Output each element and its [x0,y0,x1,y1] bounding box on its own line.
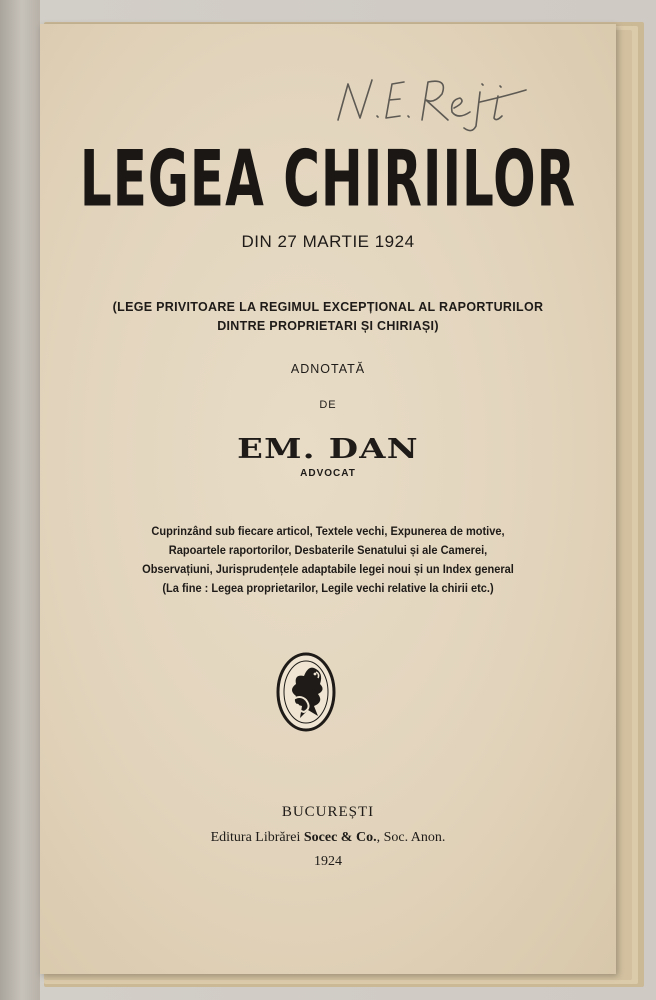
law-description [40,298,616,336]
title-page [40,24,616,974]
book-spine [0,0,40,1000]
law-description-line: DINTRE PROPRIETARI ȘI CHIRIAȘI) [217,319,439,333]
contents-line: Rapoartele raportorilor, Desbaterile Senatului și ale Camerei, [168,543,488,557]
publisher-name: Socec & Co. [303,830,377,845]
author-name: EM. DAN [237,434,419,465]
contents-line: Observațiuni, Jurisprudențele adaptabile legei noui și un Index general [142,562,514,576]
law-date: DIN 27 MARTIE 1924 [241,232,415,251]
publisher-emblem-icon [274,650,338,734]
publisher-suffix: , Soc. Anon. [376,830,446,845]
imprint-publisher [40,830,616,846]
by-label: DE [319,399,337,411]
contents-line: (La fine : Legea proprietarilor, Legile vechi relative la chirii etc.) [162,581,494,595]
contents-description [63,522,593,598]
imprint-city: BUCUREȘTI [281,804,375,820]
law-description-line: (LEGE PRIVITOARE LA REGIMUL EXCEPȚIONAL AL RAPORTURILOR [112,300,544,314]
annotated-label: ADNOTATĂ [290,362,366,376]
contents-line: Cuprinzând sub fiecare articol, Textele vechi, Expunerea de motive, [151,524,505,538]
publisher-prefix: Editura Librărei [210,830,304,845]
handwritten-signature [330,62,530,132]
author-role: ADVOCAT [300,468,356,479]
imprint-year: 1924 [314,854,342,869]
book-title: LEGEA CHIRIILOR [79,134,577,224]
